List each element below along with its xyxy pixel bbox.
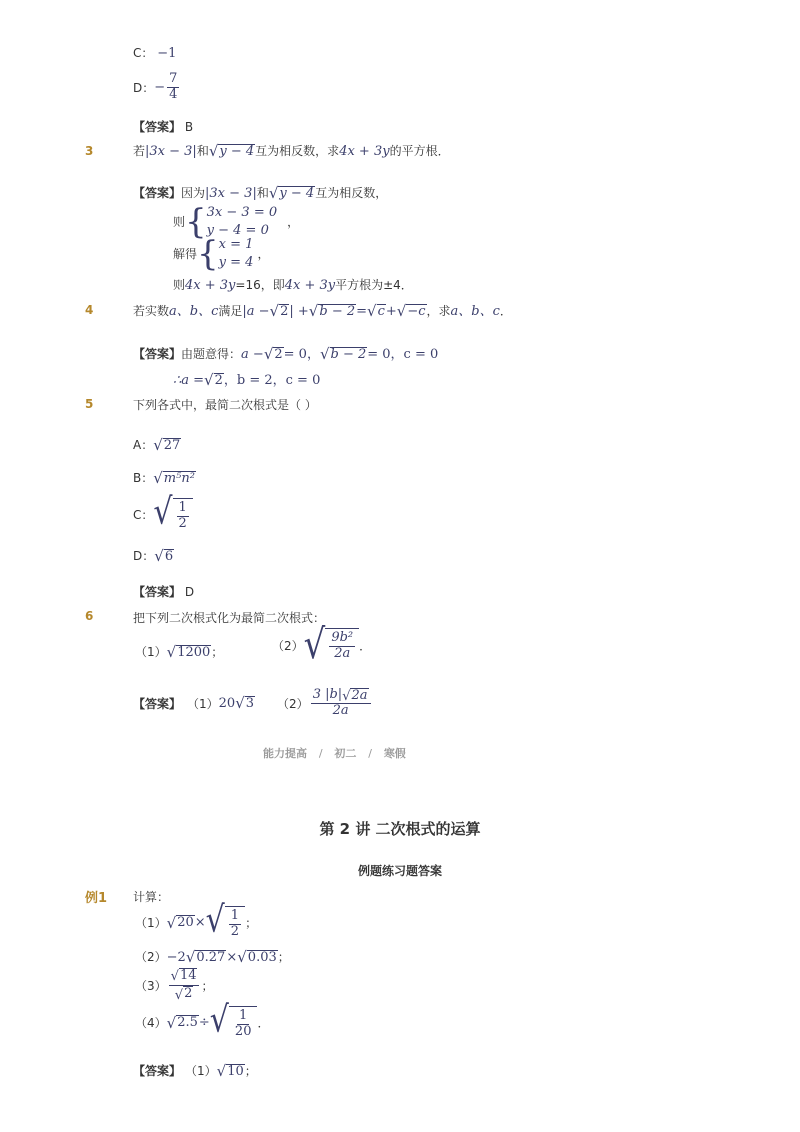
answer-line [133, 583, 194, 600]
part-label: （2） [135, 950, 167, 964]
question-number: 3 [85, 144, 94, 158]
stem-text: 和 [196, 144, 209, 158]
denominator: 2 [230, 923, 240, 939]
answer-label: 【答案】 [133, 697, 182, 712]
math-expr: ∴a = [173, 373, 205, 388]
equation-system [173, 201, 300, 242]
part-end: ． [257, 1016, 270, 1031]
system-lines [219, 236, 254, 271]
fraction [169, 968, 200, 1003]
option-label: D： [133, 549, 155, 563]
stem-text: 满足 [218, 304, 243, 318]
answer-text: 则 [173, 278, 186, 292]
sqrt-expr: √ 2 [263, 345, 283, 363]
answer-line [133, 118, 193, 135]
answer-text: ， [257, 247, 270, 262]
fraction [229, 909, 241, 940]
equation-system [173, 233, 270, 274]
answer-line [173, 276, 413, 293]
option-label: A： [133, 438, 154, 452]
answer-text: 和 [256, 186, 269, 200]
sqrt-expr: √ 2 [174, 986, 193, 1003]
question-stem: 下列各式中，最简二次根式是（ ） [133, 398, 317, 412]
denominator: 2a [334, 645, 351, 661]
option-b [133, 469, 196, 486]
stem-text: 若实数 [133, 304, 170, 318]
option-label: D： [133, 80, 155, 95]
option-c [133, 44, 176, 61]
radicand: 2 [214, 372, 223, 388]
part-end: ； [211, 645, 224, 659]
fraction [233, 1009, 254, 1040]
answer-line [133, 688, 373, 719]
page-title: 第 2 讲 二次根式的运算 [319, 820, 481, 838]
option-a [133, 436, 181, 453]
part-label: （4） [135, 1016, 167, 1031]
answer-value: D [184, 585, 195, 599]
fraction [167, 72, 179, 103]
answer-text: 平方根为±4． [335, 278, 413, 292]
sqrt-expr: √ c [367, 302, 385, 320]
option-c [133, 491, 193, 534]
stem-text: 的平方根． [389, 144, 450, 158]
sqrt-expr: √ 2a [342, 688, 368, 705]
answer-label: 【答案】 [133, 1064, 182, 1078]
math-expr: |3x − 3| [205, 186, 257, 201]
radicand: 2a [351, 688, 368, 703]
radicand: 14 [179, 968, 197, 983]
answer-text: 互为相反数， [315, 186, 388, 200]
question-number: 4 [85, 303, 94, 317]
part-2 [272, 621, 372, 669]
question-number: 6 [85, 609, 94, 623]
denominator: 2 [178, 515, 187, 531]
part-4 [135, 999, 270, 1042]
fraction [311, 688, 371, 719]
breadcrumb [263, 745, 406, 761]
radicand: 2 [274, 346, 283, 362]
operator: ÷ [198, 1015, 210, 1031]
equation: y − 4 = 0 [206, 222, 269, 238]
option-d [133, 547, 174, 564]
answer-label: 【答案】 [133, 585, 182, 599]
radicand: 1200 [177, 644, 211, 660]
brace-icon: { [197, 233, 219, 274]
math-expr: 4x + 3y [284, 278, 336, 293]
radicand: b − 2 [319, 303, 356, 319]
math-expr: a、b、c [169, 304, 219, 319]
part-label: （3） [135, 979, 167, 994]
part-label: （1） [187, 697, 219, 712]
question-stem [133, 142, 450, 159]
sqrt-expr: √ 0.03 [237, 948, 277, 966]
option-label: B： [133, 471, 154, 485]
equation: 3x − 3 = 0 [206, 205, 278, 220]
sqrt-expr: √ y − 4 [208, 142, 255, 160]
radicand: 27 [163, 437, 181, 453]
denominator: 2a [332, 703, 349, 719]
sqrt-expr: √ b − 2 [308, 302, 356, 320]
answer-text: ， [287, 215, 300, 230]
part-end: ； [277, 950, 290, 964]
radicand: 20 [177, 915, 194, 931]
example-stem: 计算： [133, 890, 170, 904]
math-expr: 20 [218, 696, 236, 712]
math-expr: ，b = 2，c = 0 [223, 373, 321, 388]
sqrt-expr: √ −c [396, 302, 426, 320]
breadcrumb-item: 能力提高 [263, 747, 307, 760]
operator: × [226, 950, 238, 965]
part-end: ； [244, 1064, 257, 1078]
math-expr: + [385, 304, 397, 319]
math-expr: 4x + 3y [185, 278, 236, 293]
part-end: ． [359, 638, 372, 653]
answer-line [173, 369, 320, 388]
radicand: 0.03 [247, 949, 277, 965]
sqrt-expr: √ y − 4 [268, 184, 315, 202]
sqrt-expr: √ 6 [154, 547, 174, 565]
radicand: −c [407, 303, 426, 319]
numerator: 7 [169, 71, 178, 86]
answer-line [133, 184, 387, 201]
stem-text: 互为相反数，求 [255, 144, 340, 158]
answer-text: 由题意得： [181, 347, 242, 361]
math-expr: 4x + 3y [339, 144, 390, 159]
breadcrumb-item: 寒假 [383, 747, 406, 760]
answer-label: 【答案】 [133, 347, 182, 361]
part-end: ； [201, 979, 214, 994]
question-stem: 把下列二次根式化为最简二次根式： [133, 611, 326, 625]
part-label: （2） [272, 638, 304, 653]
numerator [311, 688, 371, 704]
option-label: C： [133, 46, 154, 60]
radicand: 0.27 [196, 949, 226, 965]
answer-text: =16，即 [235, 278, 285, 292]
sqrt-expr: √ $\frac{1}{20}$ [210, 1006, 258, 1040]
answer-text: 因为 [181, 186, 206, 200]
fraction [177, 501, 189, 532]
fraction [329, 631, 355, 662]
numerator: 1 [239, 1008, 248, 1023]
answer-text: 解得 [173, 247, 198, 262]
operator: × [194, 915, 206, 931]
breadcrumb-item: 初二 [334, 747, 357, 760]
equation: y = 4 [218, 254, 254, 270]
answer-value: B [184, 120, 194, 134]
sqrt-expr: √ $\frac{1}{2}$ [206, 906, 245, 940]
stem-text: 若 [133, 144, 146, 158]
part-label: （1） [185, 1064, 217, 1078]
breadcrumb-separator: / [318, 747, 323, 760]
math-expr: a、b、c [450, 304, 500, 319]
sqrt-expr: √ 10 [216, 1062, 244, 1080]
radicand: 2.5 [177, 1015, 198, 1031]
option-sign: − [154, 79, 166, 95]
sqrt-expr: √ 2 [204, 371, 223, 389]
sqrt-expr: √ $\frac{1}{2}$ [153, 498, 192, 532]
sqrt-expr: √ 27 [153, 436, 181, 454]
section-subtitle: 例题练习题答案 [357, 864, 442, 878]
answer-line [133, 1062, 257, 1079]
radicand: 10 [227, 1063, 244, 1079]
sqrt-expr: √ $\frac{\text{9b²}}{2a}$ [304, 628, 359, 662]
sqrt-expr: √ 2 [269, 302, 289, 320]
radicand: 6 [164, 548, 174, 564]
math-expr: −2 [166, 950, 186, 965]
sqrt-expr: √ 3 [235, 694, 255, 713]
answer-line [133, 343, 438, 362]
sqrt-expr: √ b − 2 [319, 345, 367, 363]
question-number: 5 [85, 397, 94, 411]
radicand: c [377, 303, 385, 319]
numerator: 1 [230, 908, 240, 923]
part-2 [135, 948, 290, 965]
question-stem [133, 300, 512, 319]
sqrt-expr: √ 20 [166, 913, 194, 932]
numerator: 1 [178, 500, 187, 515]
part-end: ； [245, 916, 258, 931]
denominator: 4 [169, 86, 178, 102]
option-value: −1 [157, 46, 177, 61]
radicand: 3 [245, 695, 255, 711]
numerator [169, 968, 200, 986]
brace-icon: { [185, 201, 207, 242]
numerator: 9b² [331, 630, 354, 645]
part-label: （2） [277, 697, 309, 712]
part-label: （1） [135, 916, 167, 931]
radicand: y − 4 [279, 185, 315, 201]
option-d [133, 72, 181, 103]
math-expr: = [356, 304, 368, 319]
part-3 [135, 968, 214, 1003]
sqrt-expr: √ 14 [170, 968, 197, 985]
stem-text: ． [499, 304, 512, 318]
part-label: （1） [135, 645, 167, 659]
stem-text: ，求 [426, 304, 451, 318]
answer-label: 【答案】 [133, 120, 182, 134]
radicand: m⁵n² [163, 470, 195, 486]
radicand: 2 [184, 986, 193, 1002]
sqrt-expr: √ 0.27 [185, 948, 226, 966]
breadcrumb-separator: / [368, 747, 372, 760]
radicand: y − 4 [219, 143, 255, 159]
denominator [173, 986, 196, 1003]
part-1 [135, 899, 258, 942]
math-expr: = 0， [283, 347, 320, 362]
option-label: C： [133, 508, 154, 523]
sqrt-expr: √ 2.5 [166, 1013, 198, 1032]
math-expr: a − [241, 347, 264, 362]
answer-text: 则 [173, 215, 186, 230]
sqrt-expr: √ m⁵n² [153, 469, 195, 487]
sqrt-expr: √ 1200 [166, 643, 211, 661]
radicand: 2 [280, 303, 289, 319]
math-expr: | + [289, 304, 309, 319]
radicand: b − 2 [330, 346, 367, 362]
math-expr: = 0，c = 0 [367, 347, 439, 362]
numerator-text: 3 |b| [312, 687, 343, 703]
part-1 [135, 643, 223, 660]
math-expr: |3x − 3| [145, 144, 197, 159]
example-label: 例1 [85, 891, 108, 906]
math-expr: |a − [242, 304, 270, 319]
equation: x = 1 [218, 237, 254, 252]
denominator: 20 [234, 1023, 252, 1039]
answer-label: 【答案】 [133, 186, 182, 200]
